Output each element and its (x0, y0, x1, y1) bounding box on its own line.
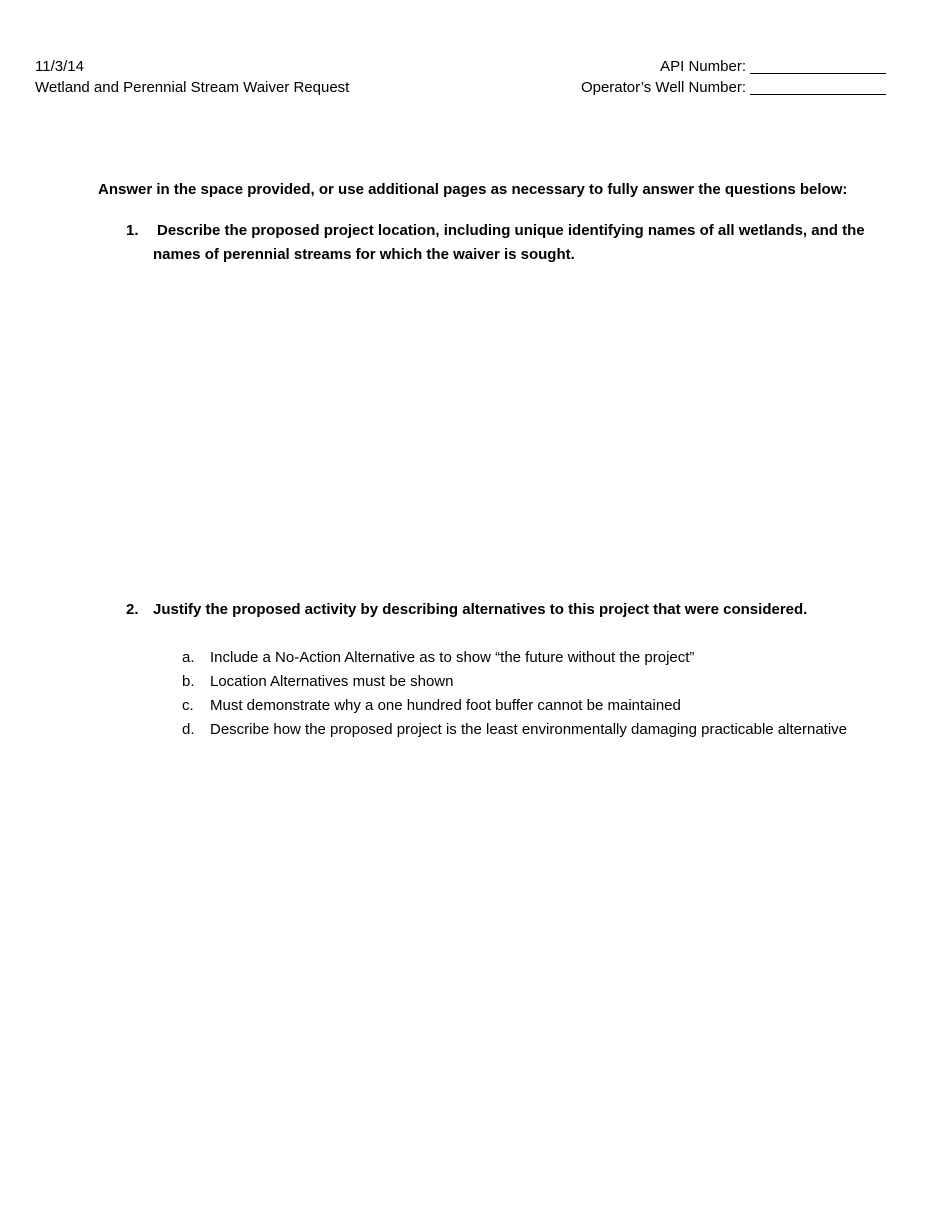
list-item (182, 694, 847, 718)
operator-well-number-row (581, 77, 886, 98)
api-number-row (581, 56, 886, 77)
list-item-letter: b. (182, 673, 195, 690)
list-item (182, 646, 847, 670)
api-number-field[interactable] (750, 59, 886, 74)
list-item-text: Include a No-Action Alternative as to show “the future without the project” (210, 649, 695, 666)
list-item-letter: a. (182, 649, 195, 666)
question-text: Justify the proposed activity by describing alternatives to this project that were considered. (153, 601, 808, 618)
question-number: 1. (126, 222, 139, 239)
operator-well-number-field[interactable] (750, 80, 886, 95)
form-date: 11/3/14 (35, 58, 84, 75)
header-left (35, 56, 349, 98)
question-1 (126, 219, 886, 267)
alternatives-list (182, 646, 847, 742)
list-item (182, 670, 847, 694)
instructions-text: Answer in the space provided, or use additional pages as necessary to fully answer the questions below: (98, 181, 848, 198)
list-item (182, 718, 847, 742)
question-2 (126, 598, 886, 622)
operator-well-number-label: Operator’s Well Number: (580, 79, 746, 96)
form-title: Wetland and Perennial Stream Waiver Request (35, 79, 350, 96)
api-number-label: API Number: (660, 58, 746, 75)
question-text-line-2: names of perennial streams for which the waiver is sought. (153, 246, 575, 263)
header-right (581, 56, 886, 98)
list-item-letter: c. (182, 697, 194, 714)
list-item-text: Location Alternatives must be shown (210, 673, 454, 690)
question-text-line-1: Describe the proposed project location, including unique identifying names of all wetlands, and the (157, 222, 865, 239)
list-item-text: Must demonstrate why a one hundred foot buffer cannot be maintained (210, 697, 681, 714)
list-item-text: Describe how the proposed project is the least environmentally damaging practicable alternative (210, 721, 848, 738)
question-number: 2. (126, 601, 139, 618)
list-item-letter: d. (182, 721, 195, 738)
